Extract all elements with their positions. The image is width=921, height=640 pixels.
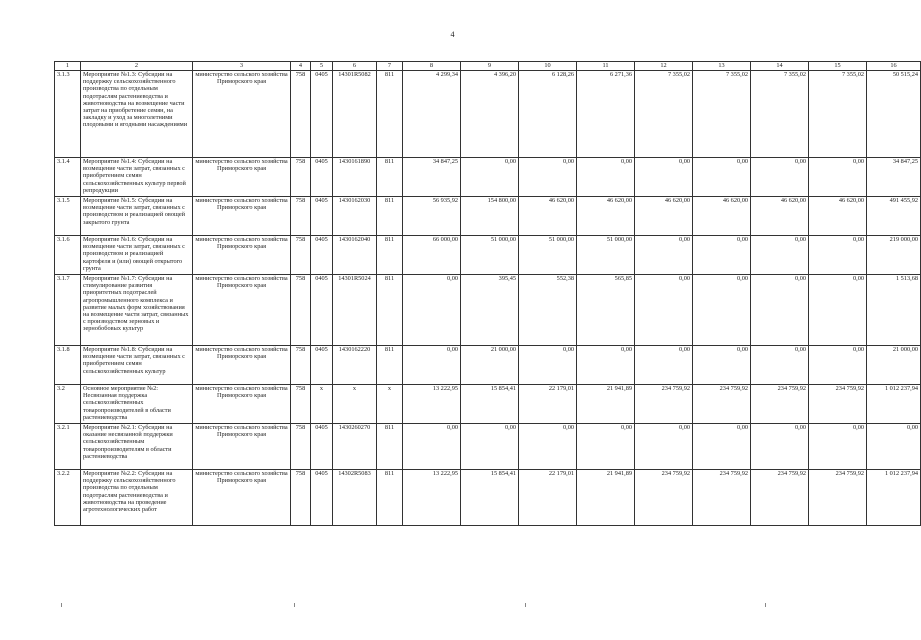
table-row (55, 346, 921, 385)
table-row (55, 424, 921, 470)
value-cell: 22 179,01 (519, 470, 577, 526)
value-cell: 4 396,20 (461, 71, 519, 158)
col-header: 1 (55, 62, 81, 71)
value-cell: 7 355,02 (635, 71, 693, 158)
value-cell: 0,00 (577, 346, 635, 385)
rzpr-code: х (311, 385, 333, 424)
rzpr-code: 0405 (311, 275, 333, 346)
csr-code: 1430162220 (333, 346, 377, 385)
csr-code: 1430162030 (333, 197, 377, 236)
col-header: 2 (81, 62, 193, 71)
value-cell: 46 620,00 (751, 197, 809, 236)
grbs-code: 758 (291, 71, 311, 158)
value-cell: 0,00 (751, 236, 809, 275)
total-cell: 1 513,68 (867, 275, 921, 346)
value-cell: 0,00 (809, 424, 867, 470)
col-header: 9 (461, 62, 519, 71)
col-header: 10 (519, 62, 577, 71)
value-cell: 0,00 (751, 275, 809, 346)
vr-code: 811 (377, 470, 403, 526)
measure-name: Мероприятие №1.8: Субсидии на возмещение части затрат, связанных с приобретением семян сельскохозяйственных культур (81, 346, 193, 385)
value-cell: 13 222,95 (403, 470, 461, 526)
vr-code: 811 (377, 158, 403, 197)
value-cell: 234 759,92 (693, 470, 751, 526)
vr-code: х (377, 385, 403, 424)
value-cell: 0,00 (403, 424, 461, 470)
grbs-code: 758 (291, 424, 311, 470)
executor: министерство сельского хозяйства Приморского края (193, 275, 291, 346)
vr-code: 811 (377, 197, 403, 236)
value-cell: 7 355,02 (693, 71, 751, 158)
executor: министерство сельского хозяйства Приморского края (193, 424, 291, 470)
scan-artifacts (0, 603, 905, 609)
value-cell: 66 000,00 (403, 236, 461, 275)
value-cell: 46 620,00 (519, 197, 577, 236)
vr-code: 811 (377, 424, 403, 470)
grbs-code: 758 (291, 346, 311, 385)
value-cell: 4 299,34 (403, 71, 461, 158)
program-table (54, 61, 921, 526)
executor: министерство сельского хозяйства Приморского края (193, 158, 291, 197)
measure-name: Основное мероприятие №2: Несвязанная поддержка сельскохозяйственных товаропроизводителей в области растениеводства (81, 385, 193, 424)
value-cell: 0,00 (519, 346, 577, 385)
vr-code: 811 (377, 71, 403, 158)
value-cell: 6 128,26 (519, 71, 577, 158)
col-header: 13 (693, 62, 751, 71)
value-cell: 51 000,00 (577, 236, 635, 275)
value-cell: 0,00 (635, 236, 693, 275)
col-header: 16 (867, 62, 921, 71)
value-cell: 7 355,02 (809, 71, 867, 158)
executor: министерство сельского хозяйства Приморского края (193, 385, 291, 424)
executor: министерство сельского хозяйства Приморского края (193, 71, 291, 158)
value-cell: 0,00 (809, 158, 867, 197)
value-cell: 565,85 (577, 275, 635, 346)
value-cell: 0,00 (809, 275, 867, 346)
rzpr-code: 0405 (311, 424, 333, 470)
page-number: 4 (450, 30, 455, 39)
total-cell: 50 515,24 (867, 71, 921, 158)
value-cell: 395,45 (461, 275, 519, 346)
value-cell: 0,00 (809, 236, 867, 275)
value-cell: 0,00 (693, 158, 751, 197)
csr-code: 14301R5024 (333, 275, 377, 346)
col-header: 11 (577, 62, 635, 71)
rzpr-code: 0405 (311, 158, 333, 197)
col-header: 15 (809, 62, 867, 71)
table-row (55, 275, 921, 346)
value-cell: 234 759,92 (809, 470, 867, 526)
value-cell: 34 847,25 (403, 158, 461, 197)
value-cell: 0,00 (577, 158, 635, 197)
col-header: 7 (377, 62, 403, 71)
value-cell: 0,00 (751, 346, 809, 385)
row-number: 3.2 (55, 385, 81, 424)
value-cell: 51 000,00 (519, 236, 577, 275)
measure-name: Мероприятие №1.5: Субсидии на возмещение части затрат, связанных с производством и реализацией овощей закрытого грунта (81, 197, 193, 236)
value-cell: 0,00 (693, 236, 751, 275)
csr-code: 14301R5082 (333, 71, 377, 158)
value-cell: 0,00 (403, 346, 461, 385)
value-cell: 15 854,41 (461, 385, 519, 424)
value-cell: 234 759,92 (635, 385, 693, 424)
measure-name: Мероприятие №1.6: Субсидии на возмещение части затрат, связанных с производством и реализацией картофеля и (или) овощей открытого грунта (81, 236, 193, 275)
value-cell: 21 941,89 (577, 385, 635, 424)
col-header: 12 (635, 62, 693, 71)
table-row (55, 71, 921, 158)
value-cell: 46 620,00 (693, 197, 751, 236)
value-cell: 0,00 (577, 424, 635, 470)
csr-code: х (333, 385, 377, 424)
measure-name: Мероприятие №1.3: Субсидии на поддержку сельскохозяйственного производства по отдельным подотраслям растениеводства и животноводства на возмещение части затрат на приобретение семян, на закладку и уход за многолетними плодовыми и ягодными насаждениями (81, 71, 193, 158)
table-row (55, 236, 921, 275)
col-header: 4 (291, 62, 311, 71)
row-number: 3.1.3 (55, 71, 81, 158)
rzpr-code: 0405 (311, 197, 333, 236)
rzpr-code: 0405 (311, 346, 333, 385)
measure-name: Мероприятие №2.1: Субсидии на оказание несвязанной поддержки сельскохозяйственным товаропроизводителям в области растениеводства (81, 424, 193, 470)
rzpr-code: 0405 (311, 71, 333, 158)
value-cell: 0,00 (635, 158, 693, 197)
value-cell: 0,00 (693, 424, 751, 470)
col-header: 5 (311, 62, 333, 71)
value-cell: 46 620,00 (577, 197, 635, 236)
grbs-code: 758 (291, 470, 311, 526)
row-number: 3.2.2 (55, 470, 81, 526)
total-cell: 21 000,00 (867, 346, 921, 385)
value-cell: 0,00 (693, 346, 751, 385)
total-cell: 1 012 237,94 (867, 385, 921, 424)
total-cell: 0,00 (867, 424, 921, 470)
grbs-code: 758 (291, 158, 311, 197)
value-cell: 0,00 (403, 275, 461, 346)
value-cell: 15 854,41 (461, 470, 519, 526)
table-row (55, 470, 921, 526)
table-row (55, 385, 921, 424)
total-cell: 491 455,92 (867, 197, 921, 236)
col-header: 3 (193, 62, 291, 71)
executor: министерство сельского хозяйства Приморского края (193, 197, 291, 236)
value-cell: 234 759,92 (751, 385, 809, 424)
value-cell: 6 271,36 (577, 71, 635, 158)
rzpr-code: 0405 (311, 470, 333, 526)
row-number: 3.1.8 (55, 346, 81, 385)
measure-name: Мероприятие №1.7: Субсидии на стимулирование развития приоритетных подотраслей агропромышленного комплекса и развитие малых форм хозяйствования на возмещение части затрат, связанных с производством зерновых и зернобобовых культур (81, 275, 193, 346)
vr-code: 811 (377, 275, 403, 346)
row-number: 3.1.7 (55, 275, 81, 346)
grbs-code: 758 (291, 236, 311, 275)
value-cell: 0,00 (519, 158, 577, 197)
vr-code: 811 (377, 346, 403, 385)
total-cell: 1 012 237,94 (867, 470, 921, 526)
value-cell: 51 000,00 (461, 236, 519, 275)
row-number: 3.1.6 (55, 236, 81, 275)
measure-name: Мероприятие №2.2: Субсидии на поддержку сельскохозяйственного производства по отдельным подотраслям растениеводства и животноводства на проведение агротехнологических работ (81, 470, 193, 526)
grbs-code: 758 (291, 385, 311, 424)
row-number: 3.1.5 (55, 197, 81, 236)
value-cell: 46 620,00 (635, 197, 693, 236)
table-row (55, 158, 921, 197)
value-cell: 0,00 (461, 158, 519, 197)
value-cell: 0,00 (635, 424, 693, 470)
csr-code: 1430260270 (333, 424, 377, 470)
value-cell: 21 941,89 (577, 470, 635, 526)
value-cell: 0,00 (751, 158, 809, 197)
value-cell: 552,38 (519, 275, 577, 346)
value-cell: 234 759,92 (635, 470, 693, 526)
total-cell: 219 000,00 (867, 236, 921, 275)
value-cell: 21 000,00 (461, 346, 519, 385)
vr-code: 811 (377, 236, 403, 275)
table-row (55, 197, 921, 236)
header-row (55, 62, 921, 71)
row-number: 3.2.1 (55, 424, 81, 470)
measure-name: Мероприятие №1.4: Субсидии на возмещение части затрат, связанных с приобретением семян сельскохозяйственных культур первой репродукции (81, 158, 193, 197)
value-cell: 46 620,00 (809, 197, 867, 236)
value-cell: 0,00 (693, 275, 751, 346)
csr-code: 14302R5083 (333, 470, 377, 526)
executor: министерство сельского хозяйства Приморского края (193, 470, 291, 526)
value-cell: 7 355,02 (751, 71, 809, 158)
grbs-code: 758 (291, 197, 311, 236)
executor: министерство сельского хозяйства Приморского края (193, 346, 291, 385)
col-header: 6 (333, 62, 377, 71)
value-cell: 0,00 (809, 346, 867, 385)
value-cell: 0,00 (635, 346, 693, 385)
value-cell: 13 222,95 (403, 385, 461, 424)
value-cell: 154 800,00 (461, 197, 519, 236)
rzpr-code: 0405 (311, 236, 333, 275)
col-header: 8 (403, 62, 461, 71)
col-header: 14 (751, 62, 809, 71)
grbs-code: 758 (291, 275, 311, 346)
value-cell: 0,00 (751, 424, 809, 470)
total-cell: 34 847,25 (867, 158, 921, 197)
value-cell: 234 759,92 (693, 385, 751, 424)
csr-code: 1430162040 (333, 236, 377, 275)
value-cell: 234 759,92 (809, 385, 867, 424)
value-cell: 234 759,92 (751, 470, 809, 526)
value-cell: 0,00 (519, 424, 577, 470)
value-cell: 0,00 (635, 275, 693, 346)
value-cell: 56 935,92 (403, 197, 461, 236)
value-cell: 22 179,01 (519, 385, 577, 424)
executor: министерство сельского хозяйства Приморского края (193, 236, 291, 275)
row-number: 3.1.4 (55, 158, 81, 197)
csr-code: 1430161890 (333, 158, 377, 197)
value-cell: 0,00 (461, 424, 519, 470)
